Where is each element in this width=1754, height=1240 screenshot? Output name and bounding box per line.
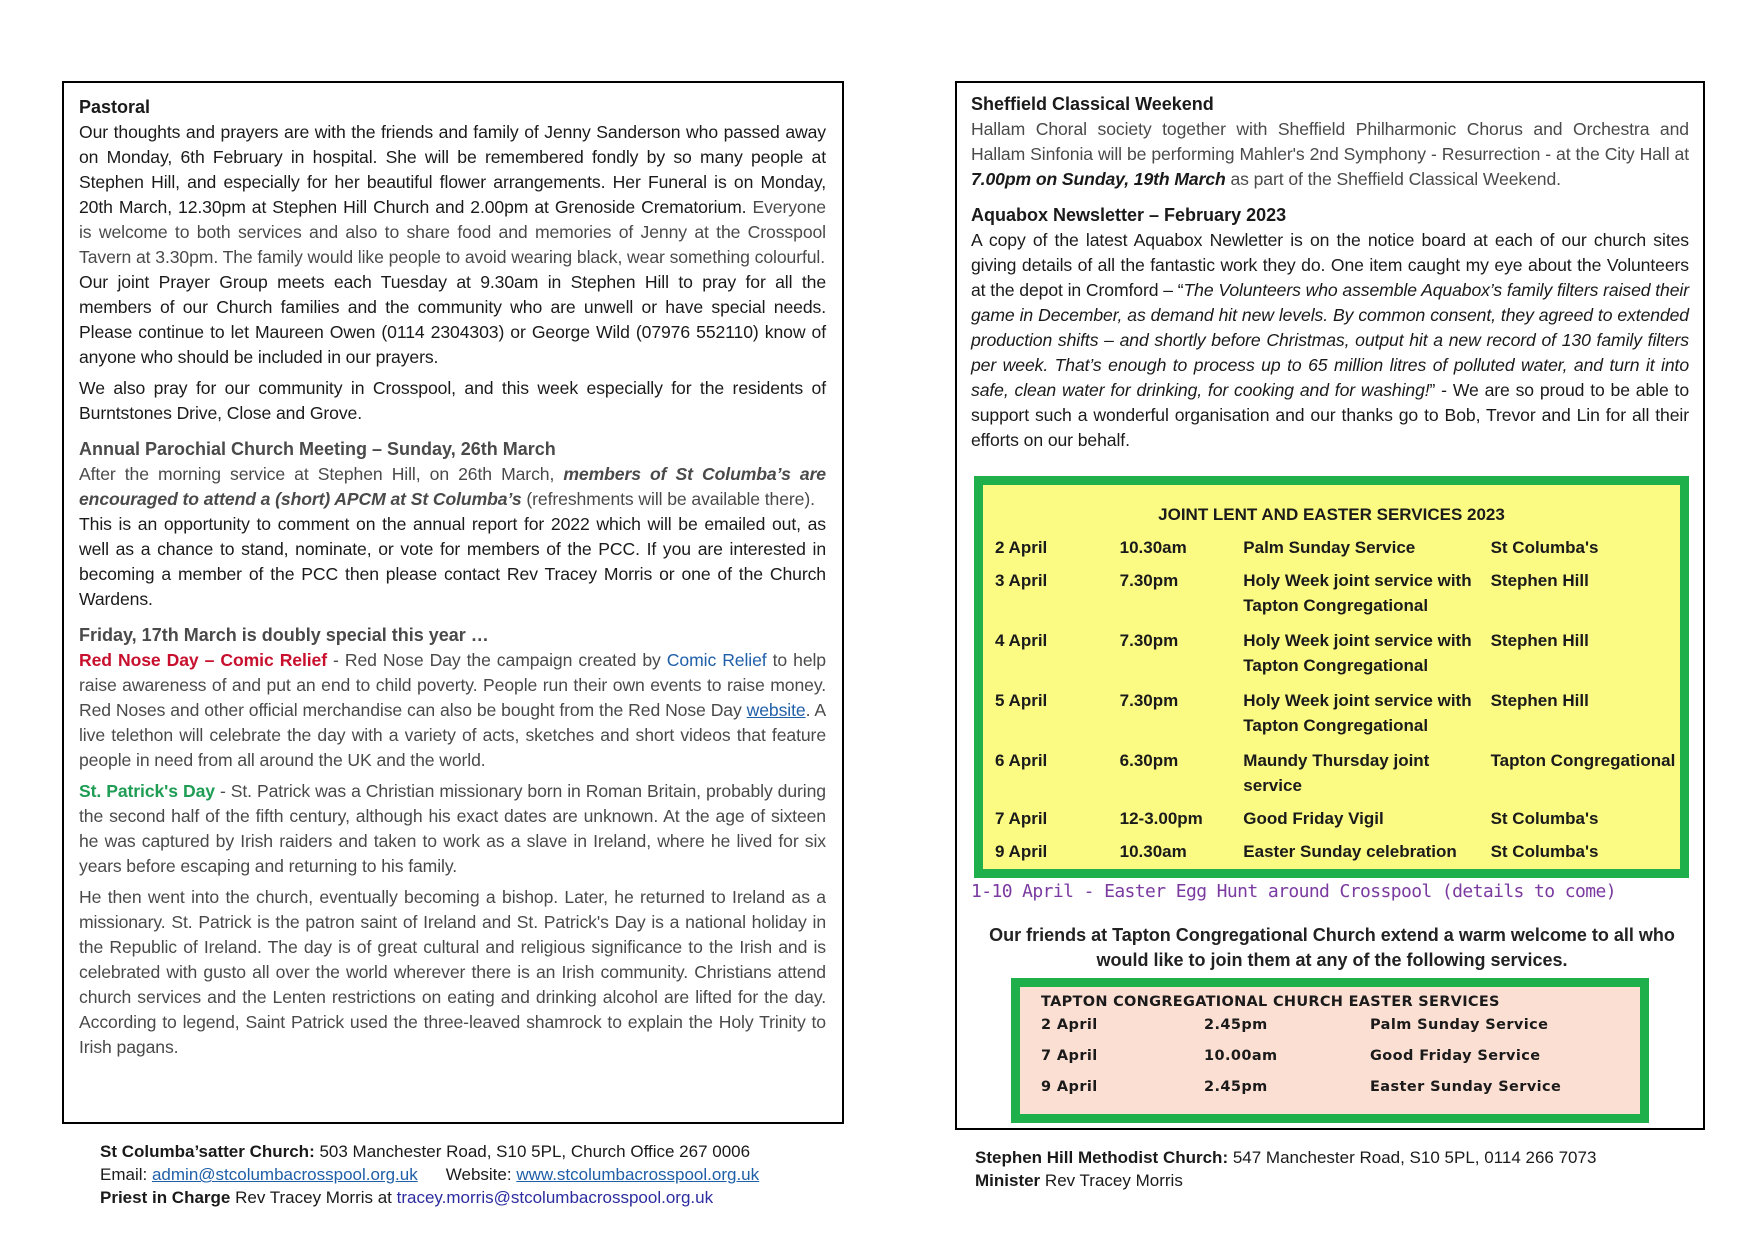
footer-left-line-3 <box>100 1186 759 1209</box>
pastoral-text-2: Everyone is welcome to both services and also to share food and memories of Jenny at the Crosspool Tavern at 3.30pm. The family would like people to avoid wearing black, wear something colourful. <box>79 197 826 267</box>
footer-right-line-1 <box>975 1146 1596 1169</box>
classical-para <box>971 117 1689 192</box>
lent-date: 9 April <box>995 842 1048 861</box>
tapton-service: Good Friday Service <box>1370 1048 1541 1064</box>
lent-time: 7.30pm <box>1119 631 1179 650</box>
comic-relief-link[interactable]: Comic Relief <box>666 650 767 670</box>
classical-text-2: as part of the Sheffield Classical Weekend. <box>1225 169 1561 189</box>
lent-services-table <box>974 476 1689 878</box>
lent-row <box>983 748 1680 798</box>
pastoral-title: Pastoral <box>79 97 151 117</box>
lent-time: 12-3.00pm <box>1119 809 1203 828</box>
lent-time: 6.30pm <box>1119 751 1179 770</box>
lent-date: 4 April <box>995 631 1048 650</box>
methodist-address: 547 Manchester Road, S10 5PL, 0114 266 7073 <box>1228 1148 1597 1167</box>
church-label: St Columba’satter Church: <box>100 1142 315 1161</box>
prayer-group-para: Our joint Prayer Group meets each Tuesday at 9.30am in Stephen Hill to pray for all the members of our Church families and the community who are unwell or have special needs. Please continue to let Maureen Owen (0114 2304303) or George Wild (07976 552110) know of anyone who should be included in our prayers. <box>79 272 826 367</box>
lent-date: 2 April <box>995 538 1048 557</box>
apcm-para <box>79 462 826 512</box>
red-nose-text-3: . A live telethon will celebrate the day with a variety of acts, sketches and short videos that feature people in need from all around the UK and the world. <box>79 700 826 770</box>
tapton-time: 2.45pm <box>1204 1079 1268 1095</box>
lent-date: 7 April <box>995 809 1048 828</box>
apcm-para-2: This is an opportunity to comment on the annual report for 2022 which will be emailed out, as well as a chance to stand, nominate, or vote for members of the PCC. If you are interested in becoming a member of the PCC then please contact Rev Tracey Morris or one of the Church Wardens. <box>79 514 826 609</box>
lent-date: 6 April <box>995 751 1048 770</box>
lent-service: Good Friday Vigil <box>1243 809 1384 828</box>
lent-time: 10.30am <box>1119 842 1187 861</box>
tapton-date: 7 April <box>1041 1048 1098 1064</box>
tapton-time: 10.00am <box>1204 1048 1278 1064</box>
lent-time: 10.30am <box>1119 538 1187 557</box>
lent-time: 7.30pm <box>1119 691 1179 710</box>
minister-name: Rev Tracey Morris <box>1040 1171 1183 1190</box>
tapton-welcome: Our friends at Tapton Congregational Church extend a warm welcome to all who would like to join them at any of the following services. <box>989 925 1675 970</box>
website-label: Website: <box>445 1165 517 1184</box>
pastoral-text-1: Our thoughts and prayers are with the friends and family of Jenny Sanderson who passed away on Monday, 6th February in hospital. She will be remembered fondly by so many people at Stephen Hill, and especially for her beautiful flower arrangements. Her Funeral is on Monday, 20th March, 12.30pm at Stephen Hill Church and 2.00pm at Grenoside Crematorium. <box>79 122 826 217</box>
red-nose-label: Red Nose Day – Comic Relief <box>79 650 328 670</box>
lent-table-title: JOINT LENT AND EASTER SERVICES 2023 <box>1158 505 1505 524</box>
pastoral-para <box>79 120 826 270</box>
lent-service: Easter Sunday celebration <box>1243 842 1457 861</box>
lent-row <box>983 568 1680 618</box>
classical-date: 7.00pm on Sunday, 19th March <box>971 169 1226 189</box>
lent-venue: Stephen Hill <box>1490 691 1589 710</box>
footer-right-line-2 <box>975 1169 1596 1192</box>
red-nose-text-1: - Red Nose Day the campaign created by <box>327 650 667 670</box>
left-panel <box>62 81 844 1124</box>
church-address: 503 Manchester Road, S10 5PL, Church Office 267 0006 <box>314 1142 751 1161</box>
footer-left-line-2 <box>100 1163 759 1186</box>
lent-row <box>983 688 1680 738</box>
aquabox-title: Aquabox Newsletter – February 2023 <box>971 205 1287 225</box>
website-url-link[interactable]: www.stcolumbacrosspool.org.uk <box>516 1165 760 1184</box>
classical-text-1: Hallam Choral society together with Sheffield Philharmonic Chorus and Orchestra and Hallam Sinfonia will be performing Mahler's 2nd Symphony - Resurrection - at the City Hall at <box>971 119 1689 164</box>
st-patrick-para-2: He then went into the church, eventually becoming a bishop. Later, he returned to Ireland as a missionary. St. Patrick is the patron saint of Ireland and St. Patrick's Day is a national holiday in the Republic of Ireland. The day is of great cultural and religious significance to the Irish and is celebrated with gusto all over the world wherever there is an Irish community. Christians attend church services and the Lenten restrictions on eating and drinking alcohol are lifted for the day. According to legend, Saint Patrick used the three-leaved shamrock to explain the Holy Trinity to Irish pagans. <box>79 887 826 1057</box>
email-label: Email: <box>100 1165 152 1184</box>
st-patrick-label: St. Patrick's Day <box>79 781 215 801</box>
apcm-text-2: (refreshments will be available there). <box>526 489 815 509</box>
lent-row <box>983 535 1680 560</box>
lent-venue: St Columba's <box>1490 809 1599 828</box>
tapton-rows <box>1041 1010 1640 1103</box>
lent-venue: St Columba's <box>1490 538 1599 557</box>
classical-title: Sheffield Classical Weekend <box>971 94 1214 114</box>
lent-venue: Stephen Hill <box>1490 631 1589 650</box>
aquabox-text-2: ” - We are so proud to be able to support such a wonderful organisation and our thanks go to Bob, Trevor and Lin for all their efforts on our behalf. <box>971 380 1690 450</box>
email-link[interactable]: admin@stcolumbacrosspool.org.uk <box>151 1165 418 1184</box>
aquabox-quote: The Volunteers who assemble Aquabox’s family filters raised their game in December, as demand hit new levels. By common consent, they agreed to extended production shifts – and shortly before Christmas, output hit a new record of 130 family filters per week. That’s enough to process up to 65 million litres of polluted water, and turn it into safe, clean water for drinking, for cooking and for washing! <box>971 280 1689 400</box>
red-nose-para <box>79 648 826 773</box>
tapton-date: 2 April <box>1041 1017 1098 1033</box>
minister-label: Minister <box>975 1171 1041 1190</box>
priest-email[interactable]: tracey.morris@stcolumbacrosspool.org.uk <box>396 1188 714 1207</box>
lent-time: 7.30pm <box>1119 571 1179 590</box>
lent-service: Palm Sunday Service <box>1243 538 1416 557</box>
priest-name: Rev Tracey Morris at <box>230 1188 397 1207</box>
lent-service: Maundy Thursday joint service <box>1243 751 1430 795</box>
website-link[interactable]: website <box>746 700 806 720</box>
tapton-service: Palm Sunday Service <box>1370 1017 1549 1033</box>
lent-venue: Tapton Congregational <box>1490 751 1676 770</box>
tapton-service: Easter Sunday Service <box>1370 1079 1562 1095</box>
lent-date: 5 April <box>995 691 1048 710</box>
lent-venue: St Columba's <box>1490 842 1599 861</box>
lent-venue: Stephen Hill <box>1490 571 1589 590</box>
red-nose-text-2: to help raise awareness of and put an end to child poverty. People run their own events to raise money. Red Noses and other official merchandise can also be bought from the Red Nose Day <box>79 650 826 720</box>
lent-row <box>983 806 1680 831</box>
footer-left <box>100 1140 759 1209</box>
apcm-title: Annual Parochial Church Meeting – Sunday, 26th March <box>79 439 556 459</box>
friday-title: Friday, 17th March is doubly special this year … <box>79 625 489 645</box>
footer-left-line-1 <box>100 1140 759 1163</box>
lent-row <box>983 839 1680 864</box>
tapton-services-table <box>1011 978 1649 1123</box>
lent-service: Holy Week joint service with Tapton Congregational <box>1243 691 1472 735</box>
lent-service: Holy Week joint service with Tapton Congregational <box>1243 571 1472 615</box>
lent-rows <box>983 535 1680 864</box>
footer-right <box>975 1146 1596 1192</box>
tapton-table-title: TAPTON CONGREGATIONAL CHURCH EASTER SERVICES <box>1041 994 1500 1010</box>
lent-row <box>983 628 1680 678</box>
lent-date: 3 April <box>995 571 1048 590</box>
lent-service: Holy Week joint service with Tapton Congregational <box>1243 631 1472 675</box>
apcm-text-1: After the morning service at Stephen Hill, on 26th March, <box>79 464 555 484</box>
tapton-row <box>1041 1041 1640 1072</box>
st-patrick-text-1: - St. Patrick was a Christian missionary born in Roman Britain, probably during the second half of the fifth century, although his exact dates are unknown. At the age of sixteen he was captured by Irish raiders and taken to work as a slave in Ireland, where he lived for six years before escaping and returning to his family. <box>79 781 826 876</box>
aquabox-text-1: A copy of the latest Aquabox Newletter is on the notice board at each of our church sites giving details of all the fantastic work they do. One item caught my eye about the Volunteers at the depot in Cromford – “ <box>971 230 1689 300</box>
tapton-date: 9 April <box>1041 1079 1098 1095</box>
tapton-row <box>1041 1072 1640 1103</box>
priest-label: Priest in Charge <box>100 1188 231 1207</box>
methodist-label: Stephen Hill Methodist Church: <box>975 1148 1229 1167</box>
community-prayer-para: We also pray for our community in Crosspool, and this week especially for the residents of Burntstones Drive, Close and Grove. <box>79 378 826 423</box>
right-panel <box>955 81 1705 1130</box>
st-patrick-para <box>79 779 826 879</box>
tapton-time: 2.45pm <box>1204 1017 1268 1033</box>
tapton-row <box>1041 1010 1640 1041</box>
apcm-emphasis: members of St Columba’s are encouraged to attend a (short) APCM at St Columba’s <box>79 464 826 509</box>
aquabox-para <box>971 228 1689 453</box>
egg-hunt-notice: 1-10 April - Easter Egg Hunt around Crosspool (details to come) <box>971 881 1616 902</box>
